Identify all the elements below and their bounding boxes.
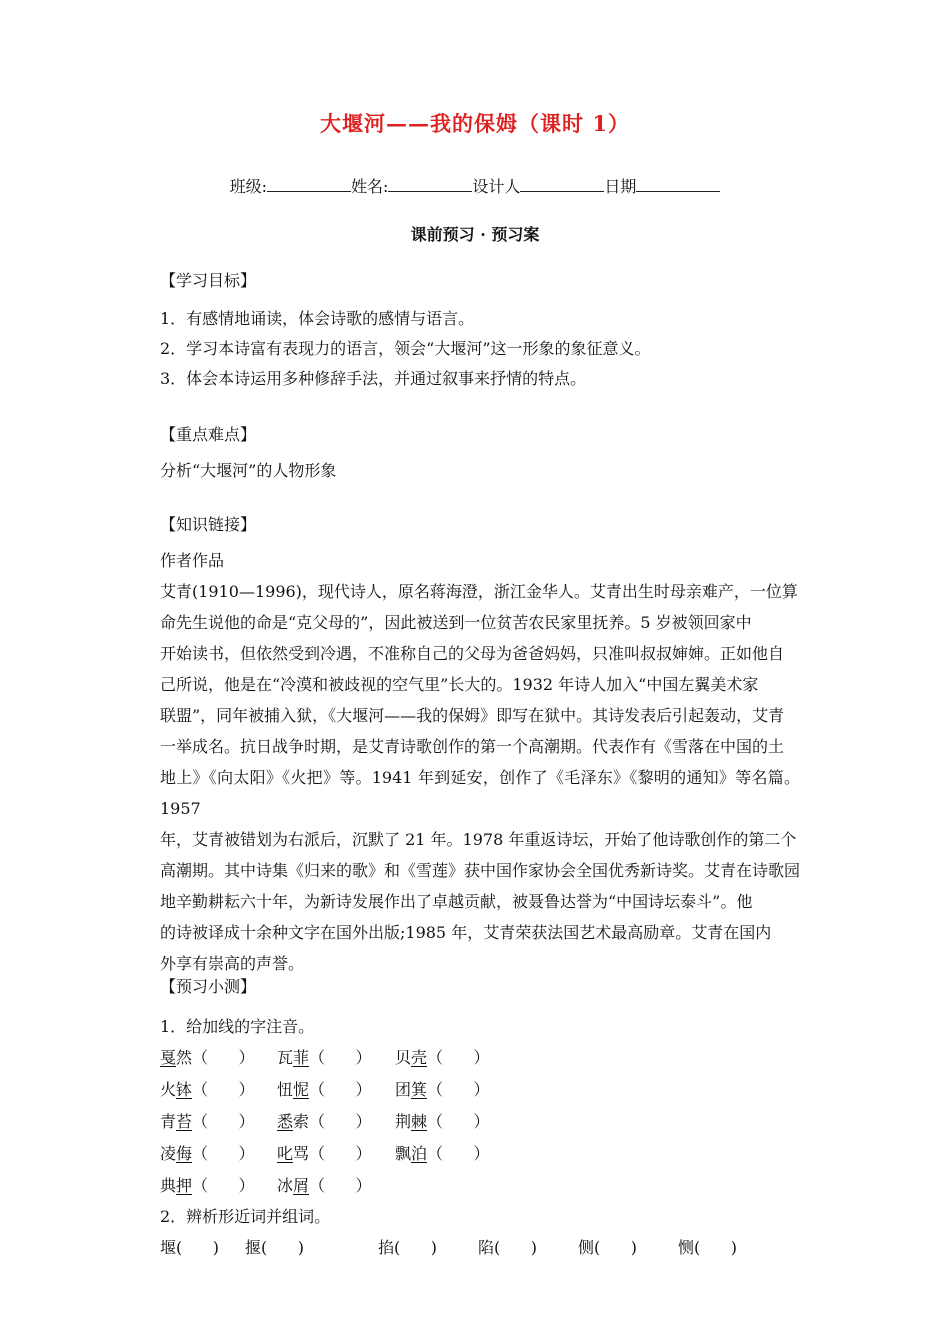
bio-line: 的诗被译成十余种文字在国外出版;1985 年，艾青荣获法国艺术最高励章。艾青在国内 — [160, 923, 772, 942]
answer-blank[interactable]: （ ） — [192, 1144, 255, 1163]
word-char: 贝 — [395, 1048, 412, 1067]
pinyin-item — [395, 1074, 490, 1106]
compare-word-item — [378, 1232, 437, 1264]
answer-blank[interactable]: （ ） — [427, 1144, 490, 1163]
goal-item: 3．体会本诗运用多种修辞手法，并通过叙事来抒情的特点。 — [160, 369, 587, 388]
word-char: 骂 — [293, 1144, 310, 1163]
goal-item: 1．有感情地诵读，体会诗歌的感情与语言。 — [160, 309, 475, 328]
pinyin-item — [395, 1138, 490, 1170]
pinyin-row — [160, 1170, 800, 1202]
word-char: 典 — [160, 1176, 177, 1195]
answer-blank[interactable]: （ ） — [427, 1048, 490, 1067]
answer-blank[interactable]: ( ) — [594, 1238, 638, 1257]
pinyin-item — [277, 1106, 372, 1138]
compare-char: 掐 — [378, 1238, 395, 1257]
section-subheading: 课前预习 · 预习案 — [410, 225, 540, 244]
date-blank — [636, 177, 720, 192]
pinyin-item — [160, 1106, 255, 1138]
answer-blank[interactable]: （ ） — [192, 1112, 255, 1131]
answer-blank[interactable]: （ ） — [309, 1080, 372, 1099]
compare-word-item — [478, 1232, 537, 1264]
answer-blank[interactable]: （ ） — [309, 1176, 372, 1195]
underlined-char: 叱 — [277, 1144, 294, 1163]
date-label: 日期 — [604, 177, 637, 196]
class-label: 班级: — [229, 177, 267, 196]
answer-blank[interactable]: （ ） — [192, 1176, 255, 1195]
underlined-char: 棘 — [411, 1112, 428, 1131]
learning-goals-section — [160, 266, 800, 394]
compare-char: 揠 — [245, 1238, 262, 1257]
answer-blank[interactable]: ( ) — [261, 1238, 305, 1257]
name-blank — [388, 177, 472, 192]
word-char: 然 — [176, 1048, 193, 1067]
bio-line: 命先生说他的命是“克父母的”，因此被送到一位贫苦农民家里抚养。5 岁被领回家中 — [160, 613, 752, 632]
focus-text: 分析“大堰河”的人物形象 — [160, 461, 337, 480]
knowledge-heading: 【知识链接】 — [160, 515, 257, 534]
pinyin-item — [277, 1074, 372, 1106]
bio-line: 艾青(1910—1996)，现代诗人，原名蒋海澄，浙江金华人。艾青出生时母亲难产，一位算 — [160, 582, 798, 601]
underlined-char: 壳 — [411, 1048, 428, 1067]
pinyin-item — [395, 1106, 490, 1138]
pinyin-row — [160, 1138, 800, 1170]
pinyin-item — [160, 1042, 255, 1074]
compare-word-item — [245, 1232, 304, 1264]
focus-section — [160, 420, 800, 486]
answer-blank[interactable]: ( ) — [394, 1238, 438, 1257]
compare-char: 恻 — [678, 1238, 695, 1257]
pinyin-row — [160, 1074, 800, 1106]
goal-item: 2．学习本诗富有表现力的语言，领会“大堰河”这一形象的象征意义。 — [160, 339, 651, 358]
student-info-line — [0, 174, 950, 197]
word-char: 冰 — [277, 1176, 294, 1195]
pinyin-row — [160, 1106, 800, 1138]
pinyin-item — [160, 1074, 255, 1106]
answer-blank[interactable]: ( ) — [176, 1238, 220, 1257]
answer-blank[interactable]: ( ) — [494, 1238, 538, 1257]
underlined-char: 押 — [176, 1176, 193, 1195]
quiz-heading: 【预习小测】 — [160, 977, 257, 996]
underlined-char: 钵 — [176, 1080, 193, 1099]
quiz-question-1: 1．给加线的字注音。 — [160, 1017, 315, 1036]
word-char: 索 — [293, 1112, 310, 1131]
quiz-question-2: 2．辨析形近词并组词。 — [160, 1207, 331, 1226]
answer-blank[interactable]: （ ） — [427, 1080, 490, 1099]
goals-heading: 【学习目标】 — [160, 271, 257, 290]
bio-line: 己所说，他是在“冷漠和被歧视的空气里”长大的。1932 年诗人加入“中国左翼美术家 — [160, 675, 759, 694]
compare-char: 陷 — [478, 1238, 495, 1257]
pinyin-item — [160, 1170, 255, 1202]
word-char: 忸 — [277, 1080, 294, 1099]
designer-label: 设计人 — [472, 177, 521, 196]
word-char: 凌 — [160, 1144, 177, 1163]
pinyin-row — [160, 1042, 800, 1074]
bio-line: 地辛勤耕耘六十年，为新诗发展作出了卓越贡献，被聂鲁达誉为“中国诗坛泰斗”。他 — [160, 892, 753, 911]
knowledge-section — [160, 510, 800, 979]
underlined-char: 泊 — [411, 1144, 428, 1163]
bio-line: 外享有崇高的声誉。 — [160, 954, 305, 973]
answer-blank[interactable]: （ ） — [309, 1144, 372, 1163]
answer-blank[interactable]: （ ） — [192, 1080, 255, 1099]
knowledge-subtitle: 作者作品 — [160, 551, 225, 570]
compare-word-item — [678, 1232, 737, 1264]
underlined-char: 苔 — [176, 1112, 193, 1131]
pinyin-grid — [160, 1042, 800, 1202]
underlined-char: 侮 — [176, 1144, 193, 1163]
underlined-char: 屑 — [293, 1176, 310, 1195]
answer-blank[interactable]: ( ) — [694, 1238, 738, 1257]
focus-heading: 【重点难点】 — [160, 425, 257, 444]
pinyin-item — [160, 1138, 255, 1170]
answer-blank[interactable]: （ ） — [192, 1048, 255, 1067]
compare-word-item — [578, 1232, 637, 1264]
pinyin-item — [395, 1042, 490, 1074]
name-label: 姓名: — [350, 177, 389, 196]
class-blank — [267, 177, 351, 192]
page-title: 大堰河——我的保姆（课时 1） — [320, 111, 630, 136]
word-char: 团 — [395, 1080, 412, 1099]
compare-char: 堰 — [160, 1238, 177, 1257]
bio-line: 地上》《向太阳》《火把》等。1941 年到延安，创作了《毛泽东》《黎明的通知》等名篇。1957 — [160, 768, 800, 818]
compare-char: 侧 — [578, 1238, 595, 1257]
quiz-section — [160, 972, 800, 1264]
word-char: 火 — [160, 1080, 177, 1099]
answer-blank[interactable]: （ ） — [427, 1112, 490, 1131]
bio-line: 一举成名。抗日战争时期，是艾青诗歌创作的第一个高潮期。代表作有《雪落在中国的土 — [160, 737, 785, 756]
pinyin-item — [277, 1138, 372, 1170]
answer-blank[interactable]: （ ） — [309, 1048, 372, 1067]
word-char: 瓦 — [277, 1048, 294, 1067]
bio-line: 年，艾青被错划为右派后，沉默了 21 年。1978 年重返诗坛，开始了他诗歌创作的第二个 — [160, 830, 797, 849]
word-char: 飘 — [395, 1144, 412, 1163]
word-char: 荆 — [395, 1112, 412, 1131]
bio-line: 开始读书，但依然受到冷遇，不准称自己的父母为爸爸妈妈，只准叫叔叔婶婶。正如他自 — [160, 644, 785, 663]
bio-line: 高潮期。其中诗集《归来的歌》和《雪莲》获中国作家协会全国优秀新诗奖。艾青在诗歌园 — [160, 861, 801, 880]
compare-words-row — [160, 1232, 800, 1264]
underlined-char: 戛 — [160, 1048, 177, 1067]
compare-word-item — [160, 1232, 219, 1264]
word-char: 青 — [160, 1112, 177, 1131]
pinyin-item — [277, 1170, 372, 1202]
underlined-char: 箕 — [411, 1080, 428, 1099]
answer-blank[interactable]: （ ） — [309, 1112, 372, 1131]
author-bio — [160, 576, 800, 979]
designer-blank — [520, 177, 604, 192]
pinyin-item — [277, 1042, 372, 1074]
underlined-char: 菲 — [293, 1048, 310, 1067]
underlined-char: 怩 — [293, 1080, 310, 1099]
underlined-char: 悉 — [277, 1112, 294, 1131]
bio-line: 联盟”，同年被捕入狱，《大堰河——我的保姆》即写在狱中。其诗发表后引起轰动，艾青 — [160, 706, 785, 725]
